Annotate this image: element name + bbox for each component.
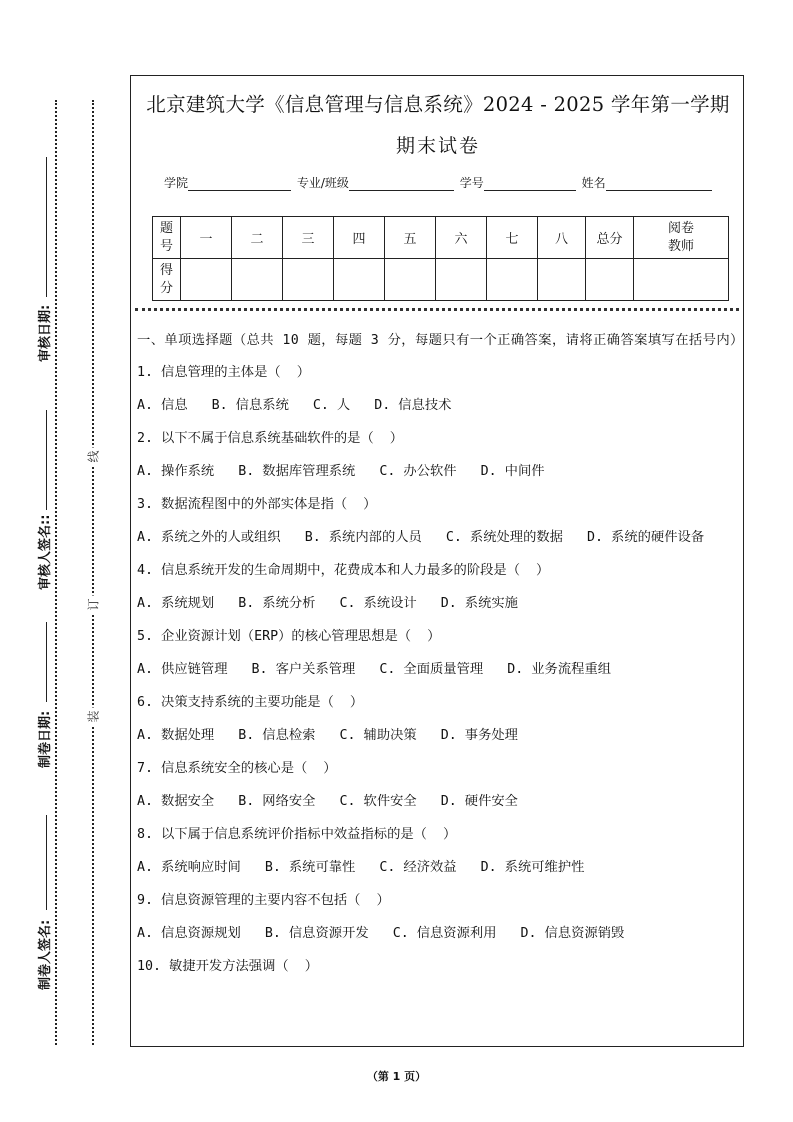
student-id-field[interactable] <box>484 178 576 191</box>
score-table-score-row <box>153 259 729 301</box>
name-label: 姓名 <box>581 176 606 190</box>
reviewer-signature-label: 审核人签名:: <box>38 514 53 590</box>
option: D. 信息资源销毁 <box>520 926 625 941</box>
option: C. 辅助决策 <box>339 728 417 743</box>
cut-mark-line: 线 <box>85 448 102 466</box>
score-cell[interactable] <box>634 259 729 301</box>
score-cell[interactable] <box>487 259 538 301</box>
question-8: 8. 以下属于信息系统评价指标中效益指标的是（ ） <box>137 827 457 842</box>
option: B. 客户关系管理 <box>251 662 356 677</box>
option: D. 中间件 <box>480 464 545 479</box>
option: B. 网络安全 <box>238 794 316 809</box>
score-cell[interactable] <box>232 259 283 301</box>
option: C. 全面质量管理 <box>379 662 484 677</box>
option: C. 软件安全 <box>339 794 417 809</box>
review-date-line <box>46 157 47 297</box>
option: C. 系统处理的数据 <box>445 530 563 545</box>
option: B. 信息系统 <box>211 398 289 413</box>
review-date-label: 审核日期: <box>38 304 53 362</box>
score-col-total: 总分 <box>586 217 634 259</box>
question-3-options <box>137 527 741 548</box>
option: A. 系统响应时间 <box>137 860 241 875</box>
name-field[interactable] <box>606 178 712 191</box>
cut-mark-pack: 装 <box>85 708 102 726</box>
paper-author-line <box>46 815 47 910</box>
score-col-7: 七 <box>487 217 538 259</box>
exam-title: 北京建筑大学《信息管理与信息系统》2024 - 2025 学年第一学期 <box>146 93 730 116</box>
score-col-5: 五 <box>385 217 436 259</box>
option: C. 人 <box>312 398 351 413</box>
question-number-header: 题号 <box>153 217 181 259</box>
question-6: 6. 决策支持系统的主要功能是（ ） <box>137 695 364 710</box>
binding-sidebar <box>0 0 130 1122</box>
question-5: 5. 企业资源计划（ERP）的核心管理思想是（ ） <box>137 629 441 644</box>
student-id-label: 学号 <box>459 176 484 190</box>
option: C. 信息资源利用 <box>392 926 497 941</box>
question-7: 7. 信息系统安全的核心是（ ） <box>137 761 337 776</box>
student-info-row <box>164 174 714 191</box>
question-9-options <box>137 923 741 944</box>
score-cell[interactable] <box>538 259 586 301</box>
question-6-options <box>137 725 741 746</box>
score-cell[interactable] <box>334 259 385 301</box>
dotted-binding-line-inner <box>92 100 94 1045</box>
paper-author-label: 制卷人签名: <box>38 919 53 990</box>
exam-subtitle: 期末试卷 <box>395 135 480 157</box>
score-col-2: 二 <box>232 217 283 259</box>
option: D. 系统的硬件设备 <box>587 530 705 545</box>
exam-content <box>137 330 744 989</box>
score-cell[interactable] <box>436 259 487 301</box>
score-table <box>152 216 729 301</box>
college-field[interactable] <box>188 178 291 191</box>
page-number: （第 1 页） <box>366 1070 427 1083</box>
option: A. 系统规划 <box>137 596 215 611</box>
question-4-options <box>137 593 741 614</box>
question-2-options <box>137 461 741 482</box>
score-table-header-row <box>153 217 729 259</box>
option: A. 信息资源规划 <box>137 926 241 941</box>
question-5-options <box>137 659 741 680</box>
option: C. 系统设计 <box>339 596 417 611</box>
option: B. 系统内部的人员 <box>304 530 422 545</box>
cut-mark-bind: 订 <box>85 596 102 614</box>
paper-date-label: 制卷日期: <box>38 710 53 768</box>
option: D. 硬件安全 <box>440 794 518 809</box>
question-8-options <box>137 857 741 878</box>
score-col-grader: 阅卷教师 <box>634 217 729 259</box>
option: B. 系统分析 <box>238 596 316 611</box>
score-col-6: 六 <box>436 217 487 259</box>
option: A. 信息 <box>137 398 188 413</box>
section-heading: 一、单项选择题（总共 10 题，每题 3 分，每题只有一个正确答案，请将正确答案填写在括号内） <box>137 333 744 348</box>
option: A. 数据处理 <box>137 728 215 743</box>
major-class-label: 专业/班级 <box>296 176 349 190</box>
major-class-field[interactable] <box>349 178 454 191</box>
option: A. 数据安全 <box>137 794 215 809</box>
score-cell[interactable] <box>385 259 436 301</box>
dotted-separator <box>135 308 739 311</box>
question-10: 10. 敏捷开发方法强调（ ） <box>137 959 319 974</box>
dotted-binding-line-outer <box>55 100 57 1045</box>
option: D. 信息技术 <box>374 398 452 413</box>
option: C. 办公软件 <box>379 464 457 479</box>
option: A. 供应链管理 <box>137 662 228 677</box>
college-label: 学院 <box>164 176 189 190</box>
question-1: 1. 信息管理的主体是（ ） <box>137 365 310 380</box>
option: B. 系统可靠性 <box>264 860 356 875</box>
question-2: 2. 以下不属于信息系统基础软件的是（ ） <box>137 431 404 446</box>
score-col-1: 一 <box>181 217 232 259</box>
option: A. 系统之外的人或组织 <box>137 530 281 545</box>
option: D. 事务处理 <box>440 728 518 743</box>
score-col-3: 三 <box>283 217 334 259</box>
paper-date-line <box>46 622 47 702</box>
score-cell[interactable] <box>283 259 334 301</box>
question-1-options <box>137 395 741 416</box>
question-4: 4. 信息系统开发的生命周期中，花费成本和人力最多的阶段是（ ） <box>137 563 550 578</box>
score-col-8: 八 <box>538 217 586 259</box>
question-9: 9. 信息资源管理的主要内容不包括（ ） <box>137 893 390 908</box>
option: B. 数据库管理系统 <box>238 464 356 479</box>
question-3: 3. 数据流程图中的外部实体是指（ ） <box>137 497 377 512</box>
score-col-4: 四 <box>334 217 385 259</box>
question-7-options <box>137 791 741 812</box>
option: D. 业务流程重组 <box>507 662 612 677</box>
option: D. 系统实施 <box>440 596 518 611</box>
score-cell[interactable] <box>586 259 634 301</box>
option: C. 经济效益 <box>379 860 457 875</box>
option: A. 操作系统 <box>137 464 215 479</box>
exam-paper-frame <box>130 75 744 1047</box>
option: B. 信息检索 <box>238 728 316 743</box>
option: B. 信息资源开发 <box>264 926 369 941</box>
reviewer-signature-line <box>46 410 47 510</box>
score-row-header: 得分 <box>153 259 181 301</box>
option: D. 系统可维护性 <box>480 860 585 875</box>
score-cell[interactable] <box>181 259 232 301</box>
